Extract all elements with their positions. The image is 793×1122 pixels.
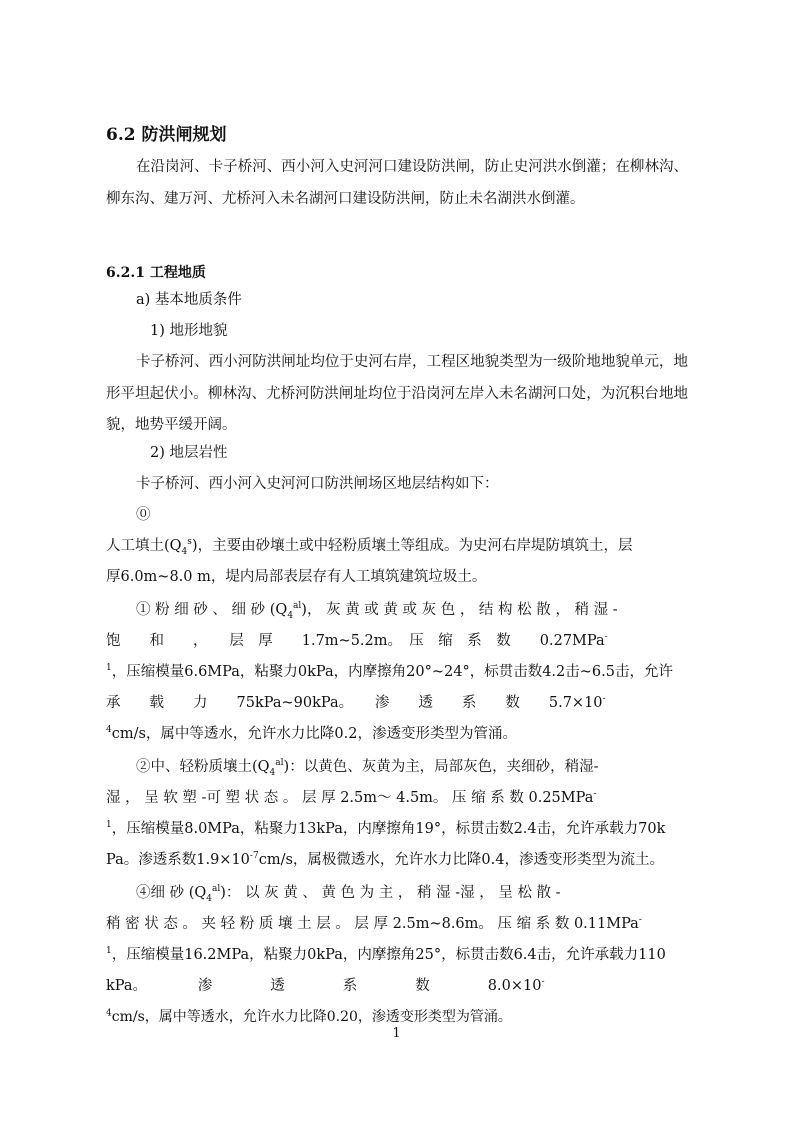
strata-intro: 卡子桥河、西小河入史河河口防洪闸场区地层结构如下： (136, 476, 499, 492)
landform-paragraph: 卡子桥河、西小河防洪闸址均位于史河右岸，工程区地貌类型为一级阶地地貌单元，地形平坦起伏小。柳林沟、尤桥河防洪闸址均位于沿岗河左岸入未名湖河口处，为沉积台地地貌，地势平缓开阔。 (106, 354, 688, 433)
layer0-symbol: ⓪ (136, 507, 151, 523)
page-number: 1 (392, 1026, 401, 1041)
layer1-line5: $^4$cm/s，属中等透水，允许水力比降0.2，渗透变形类型为管涌。 (106, 725, 517, 742)
layer1-line4: 承 载 力 75kPa~90kPa。 渗 透 系 数 5.7×10- (106, 694, 606, 711)
layer4-line3: $^1$，压缩模量16.2MPa，粘聚力0kPa，内摩擦角25°，标贯击数6.4击，允许承载力110 (106, 946, 666, 963)
section-heading: 6.2 防洪闸规划 (106, 125, 227, 145)
landform-heading: 1) 地形地貌 (150, 323, 228, 339)
layer4-line4: kPa。 渗 透 系 数 8.0×10- (106, 977, 545, 994)
layer2-line3: $^1$，压缩模量8.0MPa，粘聚力13kPa，内摩擦角19°，标贯击数2.4击，允许承载力70k (106, 820, 666, 837)
layer1-line1: ① 粉 细 砂 、 细 砂 $(Q_4^{al})$， 灰 黄 或 黄 或 灰 色 ， 结 构 松 散 ， 稍 湿 - (136, 601, 618, 621)
layer2-line1: ②中、轻粉质壤土$(Q_4^{al})$：以黄色、灰黄为主，局部灰色，夹细砂，稍湿- (136, 758, 599, 778)
intro-paragraph: 在沿岗河、卡子桥河、西小河入史河河口建设防洪闸，防止史河洪水倒灌；在柳林沟、柳东沟、建万河、尤桥河入未名湖河口建设防洪闸，防止未名湖洪水倒灌。 (106, 159, 688, 207)
layer4-line5: $^4$cm/s，属中等透水，允许水力比降0.20，渗透变形类型为管涌。 (106, 1008, 512, 1025)
layer4-line2: 稍 密 状 态 。 夹 轻 粉 质 壤 土 层 。 层 厚 2.5m~8.6m。 压 缩 系 数 0.11MPa- (106, 915, 642, 932)
layer0-line1: 人工填土$(Q_4^s)$，主要由砂壤土或中轻粉质壤土等组成。为史河右岸堤防填筑土，层 (106, 537, 633, 557)
layer2-line4: Pa。渗透系数$1.9\times 10^{-7}cm/s$，属极微透水，允许水力比降0.4，渗透变形类型为流土。 (106, 851, 664, 868)
strata-heading: 2) 地层岩性 (150, 445, 228, 461)
layer2-line2: 湿 ， 呈 软 塑 -可 塑 状 态 。 层 厚 2.5m～ 4.5m。 压 缩 系 数 0.25MPa- (106, 789, 597, 806)
layer1-line3: $^1$，压缩模量6.6MPa，粘聚力0kPa，内摩擦角20°~24°，标贯击数4.2击~6.5击，允许 (106, 663, 673, 680)
layer4-line1: ④细 砂 $(Q_4^{al})$： 以 灰 黄 、 黄 色 为 主 ， 稍 湿 -湿 ， 呈 松 散 - (136, 884, 561, 904)
layer0-line2: 厚6.0m~8.0 m，堤内局部表层存有人工填筑建筑垃圾土。 (106, 569, 487, 585)
subsection-heading: 6.2.1 工程地质 (106, 265, 206, 281)
basic-geology-heading: a) 基本地质条件 (136, 292, 242, 308)
layer1-line2: 饱 和 ， 层 厚 1.7m~5.2m。 压 缩 系 数 0.27MPa- (106, 632, 608, 649)
